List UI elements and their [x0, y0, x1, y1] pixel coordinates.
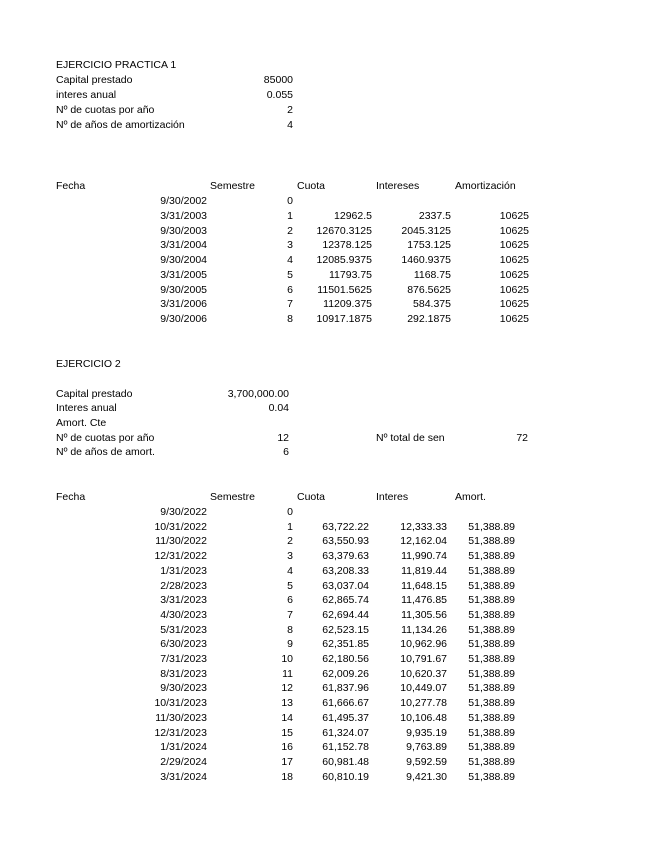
- table-row: [0, 268, 655, 283]
- table-row: [0, 520, 655, 535]
- cell-cuota[interactable]: 10917.1875: [316, 313, 372, 325]
- cell-fecha[interactable]: 4/30/2023: [160, 608, 207, 621]
- col-header-cuota: Cuota: [297, 180, 326, 192]
- table-row: [0, 652, 655, 667]
- cell-intereses[interactable]: 1753.125: [407, 239, 451, 252]
- cell-interes[interactable]: 11,134.26: [401, 623, 447, 636]
- cell-amort[interactable]: 51,388.89: [468, 741, 515, 754]
- cell-fecha[interactable]: 3/31/2006: [160, 298, 207, 311]
- table-row: [0, 564, 655, 579]
- cell-semestre[interactable]: 5: [287, 579, 293, 592]
- cell-interes[interactable]: 12,333.33: [400, 520, 447, 533]
- ex2-param-row: [0, 401, 655, 416]
- col-header-intereses: Intereses: [376, 180, 420, 192]
- cell-amort[interactable]: 51,388.89: [468, 520, 515, 533]
- cell-interes[interactable]: 11,476.85: [401, 594, 447, 607]
- col-header-interes: Interes: [376, 491, 409, 503]
- table-row: [0, 770, 655, 785]
- cell-fecha[interactable]: 9/30/2006: [160, 313, 207, 325]
- table-row: [0, 608, 655, 623]
- table-row: [0, 740, 655, 755]
- cell-cuota[interactable]: 63,379.63: [322, 550, 369, 563]
- table-row: [0, 224, 655, 239]
- cell-interes[interactable]: 9,592.59: [406, 755, 447, 768]
- cell-interes[interactable]: 11,305.56: [401, 608, 447, 621]
- cell-fecha[interactable]: 9/30/2004: [160, 254, 207, 266]
- cell-amortizacion[interactable]: 10625: [499, 239, 529, 252]
- cell-intereses[interactable]: 584.375: [413, 298, 451, 311]
- cell-semestre[interactable]: 15: [281, 726, 293, 739]
- cell-semestre[interactable]: 18: [281, 770, 293, 783]
- param-value[interactable]: 85000: [263, 74, 293, 86]
- cell-amort[interactable]: 51,388.89: [468, 697, 515, 710]
- ex1-param-row: [0, 103, 655, 118]
- cell-semestre[interactable]: 3: [287, 550, 293, 563]
- param-value[interactable]: 3,700,000.00: [227, 388, 289, 400]
- cell-semestre[interactable]: 14: [281, 711, 293, 724]
- col-header-amort: Amort.: [455, 491, 486, 503]
- cell-intereses[interactable]: 1168.75: [413, 268, 451, 281]
- cell-semestre[interactable]: 6: [287, 283, 293, 296]
- cell-fecha[interactable]: 11/30/2022: [155, 535, 207, 548]
- col-header-amortizacion: Amortización: [455, 180, 516, 192]
- cell-interes[interactable]: 10,106.48: [400, 711, 447, 724]
- cell-fecha[interactable]: 1/31/2024: [160, 741, 207, 754]
- cell-amortizacion[interactable]: 10625: [499, 254, 529, 266]
- cell-cuota[interactable]: 63,550.93: [322, 535, 369, 548]
- cell-amort[interactable]: 51,388.89: [468, 667, 515, 680]
- ex1-title: EJERCICIO PRACTICA 1: [56, 59, 177, 71]
- cell-cuota[interactable]: 12670.3125: [316, 224, 372, 237]
- cell-cuota[interactable]: 61,837.96: [322, 682, 369, 695]
- cell-interes[interactable]: 9,421.30: [406, 770, 447, 783]
- cell-fecha[interactable]: 5/31/2023: [160, 623, 207, 636]
- total-periods-label: Nº total de sen: [376, 432, 445, 444]
- cell-fecha[interactable]: 2/29/2024: [160, 755, 207, 768]
- table-row: [0, 637, 655, 652]
- param-label: Nº de años de amort.: [56, 446, 155, 458]
- cell-amortizacion[interactable]: 10625: [499, 268, 529, 281]
- cell-fecha[interactable]: 9/30/2005: [160, 283, 207, 296]
- param-label: Nº de años de amortización: [56, 119, 185, 131]
- cell-semestre[interactable]: 13: [281, 697, 293, 710]
- param-value[interactable]: 12: [277, 432, 289, 444]
- cell-amort[interactable]: 51,388.89: [468, 755, 515, 768]
- cell-cuota[interactable]: 11793.75: [328, 268, 372, 281]
- param-value[interactable]: 0.04: [268, 402, 289, 414]
- cell-interes[interactable]: 11,990.74: [401, 550, 447, 563]
- cell-amort[interactable]: 51,388.89: [468, 682, 515, 695]
- cell-amortizacion[interactable]: 10625: [499, 283, 529, 296]
- cell-fecha[interactable]: 8/31/2023: [160, 667, 207, 680]
- table-row: [0, 209, 655, 224]
- ex2-table-header: [0, 490, 655, 505]
- table-row: [0, 726, 655, 741]
- param-label: Capital prestado: [56, 388, 133, 400]
- cell-amortizacion[interactable]: 10625: [499, 298, 529, 311]
- ex1-param-row: [0, 88, 655, 103]
- cell-fecha[interactable]: 7/31/2023: [160, 653, 207, 665]
- table-row: [0, 667, 655, 682]
- ex2-param-row: [0, 387, 655, 402]
- cell-semestre[interactable]: 0: [287, 195, 293, 207]
- ex2-param-row: [0, 416, 655, 431]
- cell-semestre[interactable]: 12: [281, 682, 293, 695]
- param-value[interactable]: 2: [287, 104, 293, 116]
- table-row: [0, 579, 655, 594]
- table-row: [0, 283, 655, 298]
- cell-semestre[interactable]: 5: [287, 268, 293, 281]
- cell-fecha[interactable]: 1/31/2023: [160, 564, 207, 577]
- cell-interes[interactable]: 10,791.67: [400, 653, 447, 665]
- cell-semestre[interactable]: 6: [287, 594, 293, 607]
- ex1-param-row: [0, 73, 655, 88]
- cell-intereses[interactable]: 2045.3125: [401, 224, 451, 237]
- cell-semestre[interactable]: 7: [287, 608, 293, 621]
- cell-semestre[interactable]: 3: [287, 239, 293, 252]
- cell-fecha[interactable]: 3/31/2003: [160, 209, 207, 222]
- ex2-param-row: [0, 431, 655, 446]
- cell-cuota[interactable]: 12378.125: [322, 239, 372, 252]
- cell-semestre[interactable]: 1: [287, 209, 293, 222]
- cell-semestre[interactable]: 17: [281, 755, 293, 768]
- cell-fecha[interactable]: 3/31/2024: [160, 770, 207, 783]
- table-row: [0, 238, 655, 253]
- cell-semestre[interactable]: 2: [287, 535, 293, 548]
- cell-cuota[interactable]: 60,981.48: [322, 755, 369, 768]
- col-header-semestre: Semestre: [210, 491, 255, 503]
- cell-interes[interactable]: 11,819.44: [401, 564, 447, 577]
- cell-amort[interactable]: 51,388.89: [468, 770, 515, 783]
- cell-cuota[interactable]: 60,810.19: [322, 770, 369, 783]
- cell-amort[interactable]: 51,388.89: [468, 594, 515, 607]
- cell-cuota[interactable]: 61,152.78: [322, 741, 369, 754]
- cell-interes[interactable]: 9,763.89: [406, 741, 447, 754]
- cell-cuota[interactable]: 63,722.22: [322, 520, 369, 533]
- col-header-cuota: Cuota: [297, 491, 326, 503]
- col-header-fecha: Fecha: [56, 180, 86, 192]
- param-value[interactable]: 6: [283, 446, 289, 458]
- cell-amortizacion[interactable]: 10625: [499, 209, 529, 222]
- table-row: [0, 505, 655, 520]
- cell-fecha[interactable]: 9/30/2022: [160, 506, 207, 518]
- ex2-param-row: [0, 445, 655, 460]
- cell-fecha[interactable]: 12/31/2023: [154, 726, 207, 739]
- cell-semestre[interactable]: 8: [287, 313, 293, 325]
- cell-cuota[interactable]: 11501.5625: [317, 283, 372, 296]
- cell-amortizacion[interactable]: 10625: [499, 224, 529, 237]
- cell-fecha[interactable]: 12/31/2022: [154, 550, 207, 563]
- cell-intereses[interactable]: 1460.9375: [401, 254, 451, 266]
- cell-interes[interactable]: 10,449.07: [400, 682, 447, 695]
- table-row: [0, 194, 655, 209]
- ex2-title: EJERCICIO 2: [56, 358, 121, 370]
- cell-fecha[interactable]: 3/31/2004: [160, 239, 207, 252]
- cell-fecha[interactable]: 2/28/2023: [160, 579, 207, 592]
- cell-amort[interactable]: 51,388.89: [468, 535, 515, 548]
- cell-amortizacion[interactable]: 10625: [499, 313, 529, 325]
- cell-fecha[interactable]: 3/31/2005: [160, 268, 207, 281]
- param-label: Nº de cuotas por año: [56, 104, 155, 116]
- table-row: [0, 297, 655, 312]
- ex1-param-row: [0, 118, 655, 133]
- cell-semestre[interactable]: 7: [287, 298, 293, 311]
- cell-cuota[interactable]: 62,865.74: [322, 594, 369, 607]
- cell-interes[interactable]: 11,648.15: [401, 579, 447, 592]
- param-label: interes anual: [56, 89, 117, 101]
- cell-cuota[interactable]: 62,523.15: [322, 623, 369, 636]
- cell-fecha[interactable]: 6/30/2023: [160, 638, 207, 651]
- cell-semestre[interactable]: 16: [281, 741, 293, 754]
- cell-semestre[interactable]: 4: [287, 254, 293, 266]
- cell-intereses[interactable]: 2337.5: [418, 209, 451, 222]
- param-label: Capital prestado: [56, 74, 133, 86]
- cell-amort[interactable]: 51,388.89: [468, 638, 515, 651]
- cell-amort[interactable]: 51,388.89: [468, 711, 515, 724]
- param-label: Amort. Cte: [56, 417, 107, 429]
- table-row: [0, 593, 655, 608]
- cell-fecha[interactable]: 10/31/2022: [154, 520, 207, 533]
- table-row: [0, 534, 655, 549]
- cell-amort[interactable]: 51,388.89: [468, 550, 515, 563]
- table-row: [0, 549, 655, 564]
- table-row: [0, 696, 655, 711]
- cell-amort[interactable]: 51,388.89: [468, 653, 515, 665]
- cell-semestre[interactable]: 1: [287, 520, 293, 533]
- cell-cuota[interactable]: 12962.5: [334, 209, 372, 222]
- cell-fecha[interactable]: 11/30/2023: [155, 711, 207, 724]
- cell-amort[interactable]: 51,388.89: [468, 579, 515, 592]
- cell-fecha[interactable]: 9/30/2002: [160, 195, 207, 207]
- cell-cuota[interactable]: 63,037.04: [322, 579, 369, 592]
- cell-semestre[interactable]: 2: [287, 224, 293, 237]
- table-row: [0, 681, 655, 696]
- table-row: [0, 711, 655, 726]
- cell-fecha[interactable]: 3/31/2023: [160, 594, 207, 607]
- cell-cuota[interactable]: 63,208.33: [322, 564, 369, 577]
- col-header-fecha: Fecha: [56, 491, 86, 503]
- cell-fecha[interactable]: 9/30/2003: [160, 224, 207, 237]
- cell-cuota[interactable]: 61,666.67: [322, 697, 369, 710]
- cell-fecha[interactable]: 9/30/2023: [160, 682, 207, 695]
- cell-interes[interactable]: 10,962.96: [400, 638, 447, 651]
- table-row: [0, 312, 655, 327]
- total-periods-value[interactable]: 72: [516, 432, 528, 444]
- cell-amort[interactable]: 51,388.89: [468, 623, 515, 636]
- cell-cuota[interactable]: 62,180.56: [322, 653, 369, 665]
- cell-interes[interactable]: 10,277.78: [400, 697, 447, 710]
- cell-cuota[interactable]: 11209.375: [323, 298, 372, 311]
- table-row: [0, 253, 655, 268]
- cell-cuota[interactable]: 12085.9375: [316, 254, 372, 266]
- cell-amort[interactable]: 51,388.89: [468, 564, 515, 577]
- cell-semestre[interactable]: 4: [287, 564, 293, 577]
- cell-interes[interactable]: 10,620.37: [400, 667, 447, 680]
- cell-amort[interactable]: 51,388.89: [468, 608, 515, 621]
- param-label: Interes anual: [56, 402, 117, 414]
- cell-cuota[interactable]: 61,495.37: [322, 711, 369, 724]
- param-value[interactable]: 0.055: [266, 89, 293, 101]
- col-header-semestre: Semestre: [210, 180, 255, 192]
- cell-intereses[interactable]: 876.5625: [407, 283, 451, 296]
- table-row: [0, 623, 655, 638]
- cell-cuota[interactable]: 61,324.07: [322, 726, 369, 739]
- cell-cuota[interactable]: 62,351.85: [322, 638, 369, 651]
- cell-semestre[interactable]: 10: [281, 653, 293, 665]
- cell-cuota[interactable]: 62,009.26: [322, 667, 369, 680]
- cell-cuota[interactable]: 62,694.44: [322, 608, 369, 621]
- cell-semestre[interactable]: 0: [287, 506, 293, 518]
- param-value[interactable]: 4: [287, 119, 293, 131]
- cell-fecha[interactable]: 10/31/2023: [154, 697, 207, 710]
- cell-interes[interactable]: 9,935.19: [406, 726, 447, 739]
- param-label: Nº de cuotas por año: [56, 432, 155, 444]
- cell-interes[interactable]: 12,162.04: [400, 535, 447, 548]
- ex1-table-header: [0, 179, 655, 194]
- table-row: [0, 755, 655, 770]
- cell-semestre[interactable]: 11: [282, 667, 293, 680]
- cell-semestre[interactable]: 9: [287, 638, 293, 651]
- cell-amort[interactable]: 51,388.89: [468, 726, 515, 739]
- cell-intereses[interactable]: 292.1875: [407, 313, 451, 325]
- cell-semestre[interactable]: 8: [287, 623, 293, 636]
